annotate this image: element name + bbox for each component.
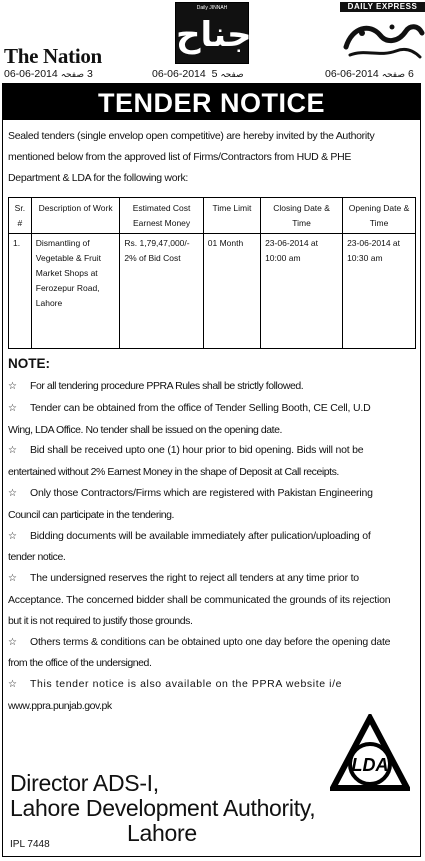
note-item: ☆ Bid shall be received upto one (1) hour prior to bid opening. Bids will not be entertained without 2% Earnest Money in the shape of Deposit at Call receipts. <box>8 440 418 483</box>
star-icon: ☆ <box>8 636 17 648</box>
star-icon: ☆ <box>8 381 17 392</box>
date-line-express: 06-06-2014 صفحہ 6 <box>325 68 414 80</box>
cell-opening: 23-06-2014 at 10:30 am <box>343 234 416 349</box>
star-icon: ☆ <box>8 445 17 457</box>
header-closing: Closing Date & Time <box>261 198 343 234</box>
note-item: ☆ The undersigned reserves the right to reject all tenders at any time prior to Acceptance. The concerned bidder shall be communicated the grounds of its rejection but it is not required to justify those grounds. <box>8 568 418 631</box>
header-time-limit: Time Limit <box>203 198 260 234</box>
cell-sr: 1. <box>9 234 32 349</box>
star-icon: ☆ <box>8 573 17 585</box>
note-item: ☆ Bidding documents will be available immediately after pulication/uploading of tender notice. <box>8 526 418 569</box>
lda-logo-text: LDA <box>351 755 389 775</box>
tender-notice <box>2 83 421 857</box>
star-icon: ☆ <box>8 487 17 499</box>
lda-logo-icon <box>330 714 410 794</box>
notice-intro: Sealed tenders (single envelop open competitive) are hereby invited by the Authority mentioned below from the approved list of Firms/Contractors from HUD & PHE Department & LDA for the following work: <box>8 130 375 184</box>
header-description: Description of Work <box>31 198 120 234</box>
signature-block: Director ADS-I, Lahore Development Authority, Lahore <box>10 770 316 846</box>
cell-time-limit: 01 Month <box>203 234 260 349</box>
note-item: ☆ Only those Contractors/Firms which are registered with Pakistan Engineering Council can participate in the tendering. <box>8 483 418 526</box>
notice-title: TENDER NOTICE <box>3 84 420 120</box>
table-header-row <box>9 198 416 234</box>
daily-express-logo: DAILY EXPRESS <box>340 2 425 64</box>
table-row <box>9 234 416 349</box>
header-sr: Sr. # <box>9 198 32 234</box>
jinnah-logo: Daily JINNAH جناح <box>175 2 249 64</box>
star-icon: ☆ <box>8 402 17 414</box>
note-item: ☆ Tender can be obtained from the office of Tender Selling Booth, CE Cell, U.D Wing, LDA Office. No tender shall be issued on the opening date. <box>8 398 418 441</box>
note-item: ☆ Others terms & conditions can be obtained upto one day before the opening date from the office of the undersigned. <box>8 632 418 675</box>
star-icon: ☆ <box>8 679 17 691</box>
star-icon: ☆ <box>8 530 17 542</box>
newspaper-header <box>0 0 425 84</box>
express-logo-icon <box>340 13 425 63</box>
cell-description: Dismantling of Vegetable & Fruit Market Shops at Ferozepur Road, Lahore <box>31 234 120 349</box>
cell-closing: 23-06-2014 at 10:00 am <box>261 234 343 349</box>
tender-table <box>8 197 416 349</box>
reference-number: IPL 7448 <box>10 839 50 850</box>
header-opening: Opening Date & Time <box>343 198 416 234</box>
header-cost: Estimated Cost Earnest Money <box>120 198 203 234</box>
note-heading: NOTE: <box>8 356 50 371</box>
notes-list <box>8 376 418 717</box>
newspaper-name: The Nation <box>4 44 102 68</box>
note-item: ☆ This tender notice is also available on the PPRA website i/e www.ppra.punjab.gov.pk <box>8 674 418 717</box>
note-item: ☆ For all tendering procedure PPRA Rules shall be strictly followed. <box>8 376 418 398</box>
date-line-nation: 06-06-2014 صفحہ 3 <box>4 68 93 80</box>
date-line-jinnah: 06-06-2014 5 صفحہ <box>152 68 244 80</box>
cell-cost: Rs. 1,79,47,000/- 2% of Bid Cost <box>120 234 203 349</box>
